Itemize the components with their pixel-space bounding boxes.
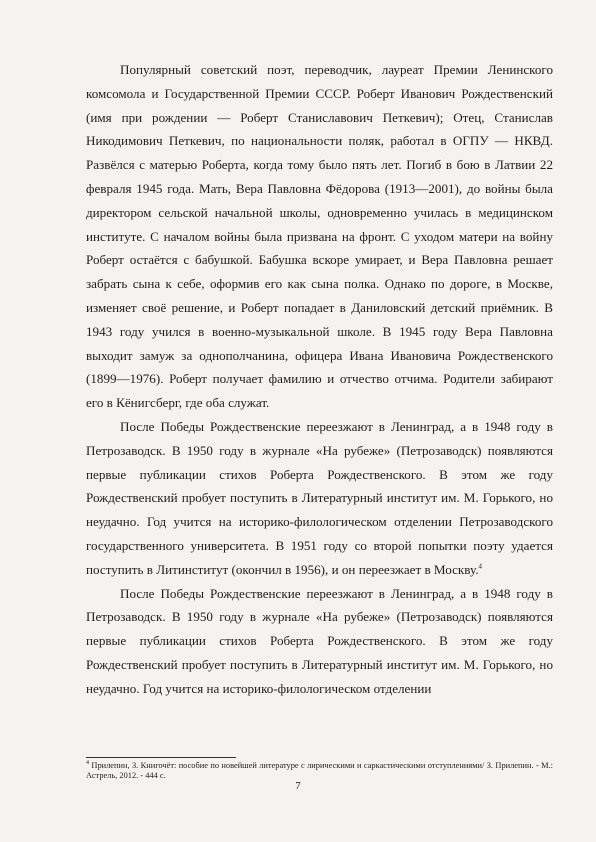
footnote-text: Прилепин, З. Книгочёт: пособие по новейшей литературе с лирическими и саркастическими отступлениями/ З. Прилепин. - М.: Астрель, 2012. - 444 с. bbox=[86, 761, 554, 781]
paragraph-1-text: Популярный советский поэт, переводчик, лауреат Премии Ленинского комсомола и Государственной Премии СССР. Роберт Иванович Рождественский (имя при рождении — Роберт Станиславович Петкевич); Отец, Станислав Никодимович Петкевич, по национальности поляк, работал в ОГПУ — НКВД. Развёлся с матерью Роберта, когда тому было пять лет. Погиб в бою в Латвии 22 февраля 1945 года. Мать, Вера Павловна Фёдорова (1913—2001), до войны была директором сельской начальной школы, одновременно училась в медицинском институте. С началом войны была призвана на фронт. С уходом матери на войну Роберт остаётся с бабушкой. Бабушка вскоре умирает, и Вера Павловна решает забрать сына к себе, оформив его как сына полка. Однако по дороге, в Москве, изменяет своё решение, и Роберт попадает в Даниловский детский приёмник. В 1943 году учился в военно-музыкальной школе. В 1945 году Вера Павловна выходит замуж за однополчанина, офицера Ивана Ивановича Рождественского (1899—1976). Роберт получает фамилию и отчество отчима. Родители забирают его в Кёнигсберг, где оба служат. bbox=[86, 62, 553, 411]
footnote-marker: 4 bbox=[86, 760, 89, 767]
paragraph-2 bbox=[86, 415, 553, 582]
paragraph-1 bbox=[86, 58, 553, 415]
paragraph-3-text: После Победы Рождественские переезжают в Ленинград, а в 1948 году в Петрозаводск. В 1950 году в журнале «На рубеже» (Петрозаводск) появляются первые публикации стихов Роберта Рождественского. В этом же году Рождественский пробует поступить в Литературный институт им. М. Горького, но неудачно. Год учится на историко-филологическом отделении bbox=[86, 585, 553, 696]
footnote-separator bbox=[86, 757, 236, 758]
paragraph-3 bbox=[86, 582, 553, 701]
footnote bbox=[86, 761, 553, 782]
body-text bbox=[86, 58, 553, 701]
page-number: 7 bbox=[295, 780, 301, 792]
paragraph-2-text: После Победы Рождественские переезжают в Ленинград, а в 1948 году в Петрозаводск. В 1950 году в журнале «На рубеже» (Петрозаводск) появляются первые публикации стихов Роберта Рождественского. В этом же году Рождественский пробует поступить в Литературный институт им. М. Горького, но неудачно. Год учится на историко-филологическом отделении Петрозаводского государственного университета. В 1951 году со второй попытки поэту удается поступить в Литинститут (окончил в 1956), и он переезжает в Москву. bbox=[86, 418, 553, 577]
footnote-reference[interactable]: 4 bbox=[478, 562, 483, 571]
